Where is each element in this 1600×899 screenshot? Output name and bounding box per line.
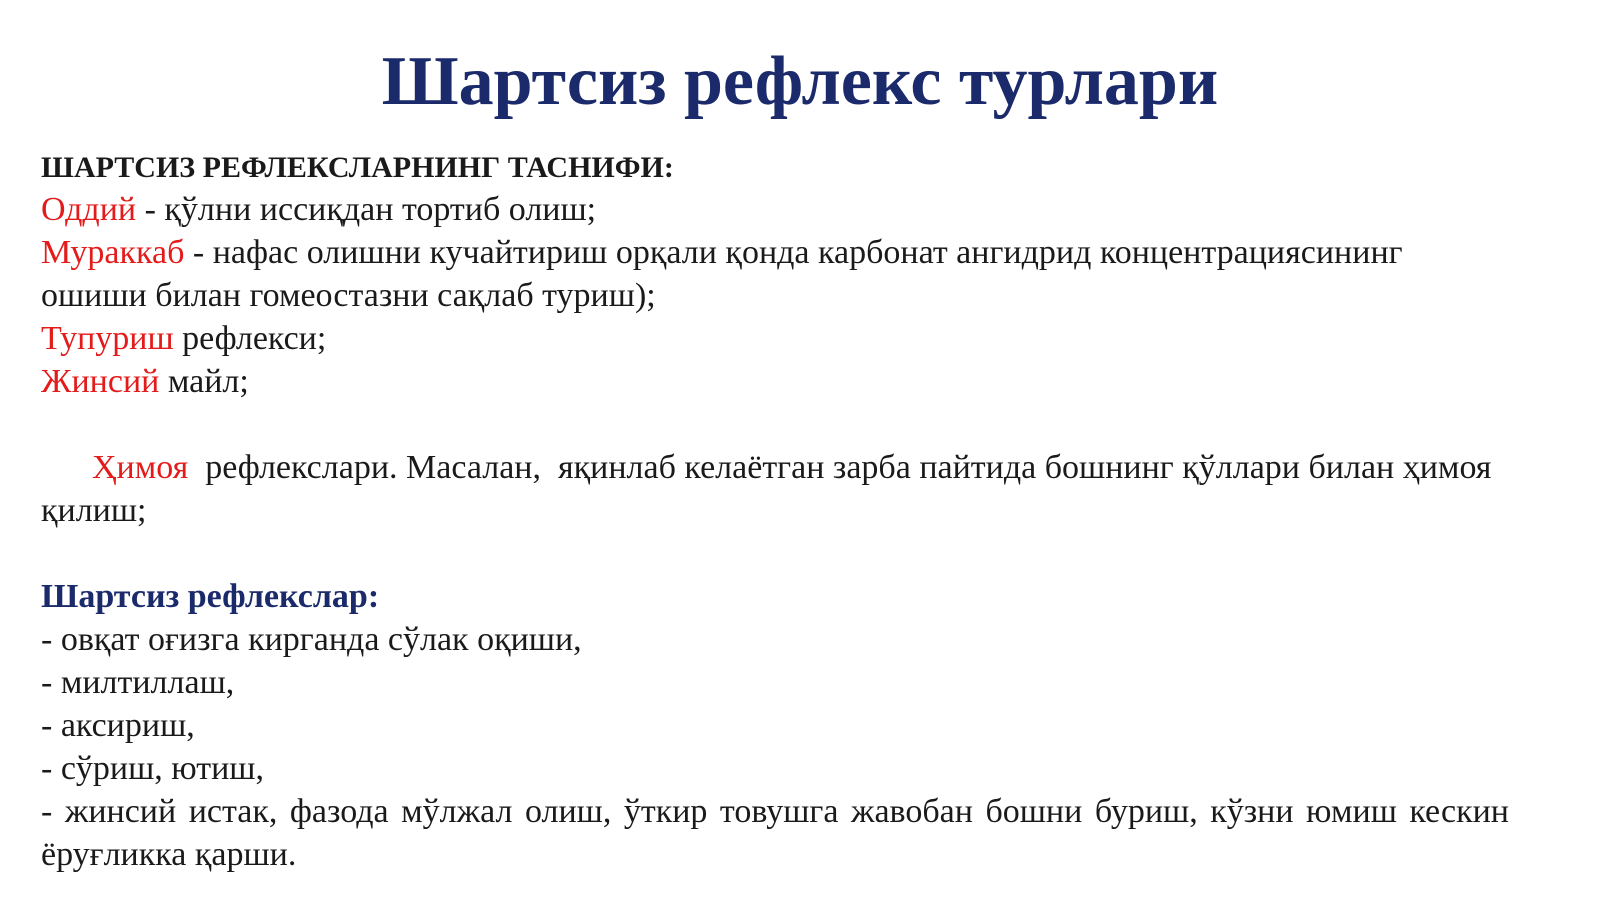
example-item: - сўриш, ютиш,: [41, 750, 264, 787]
examples-heading: Шартсиз рефлекслар:: [41, 578, 380, 615]
reflex-term: Жинсий: [41, 363, 160, 400]
reflex-term: Мураккаб: [41, 234, 185, 271]
reflex-term: Ҳимоя: [92, 449, 189, 486]
example-item: - овқат оғизга кирганда сўлак оқиши,: [41, 621, 582, 658]
slide-content: [41, 148, 1509, 876]
list-item: [41, 317, 1509, 360]
list-item: [41, 403, 1509, 575]
example-item: - жинсий истак, фазода мўлжал олиш, ўткир товушга жавобан бошни буриш, кўзни юмиш кескин ёруғликка қарши.: [41, 793, 1509, 873]
list-item: [41, 360, 1509, 403]
example-item: - милтиллаш,: [41, 664, 235, 701]
reflex-term: Тупуриш: [41, 320, 174, 357]
reflex-term: Оддий: [41, 191, 137, 228]
slide-title: Шартсиз рефлекс турлари: [381, 43, 1219, 120]
reflex-description: - нафас олишни кучайтириш орқали қонда карбонат ангидрид концентрациясининг ошиши билан гомеостазни сақлаб туриш);: [41, 234, 1403, 314]
reflex-description: рефлекси;: [173, 320, 327, 357]
example-item: - аксириш,: [41, 707, 195, 744]
reflex-description: майл;: [159, 363, 249, 400]
reflex-description: - қўлни иссиқдан тортиб олиш;: [136, 191, 597, 228]
list-item: [41, 231, 1509, 317]
reflex-description: рефлекслари. Масалан, яқинлаб келаётган зарба пайтида бошнинг қўллари билан ҳимоя қилиш;: [41, 449, 1500, 529]
classification-heading: ШАРТСИЗ РЕФЛЕКСЛАРНИНГ ТАСНИФИ:: [41, 151, 674, 184]
list-item: [41, 188, 1509, 231]
